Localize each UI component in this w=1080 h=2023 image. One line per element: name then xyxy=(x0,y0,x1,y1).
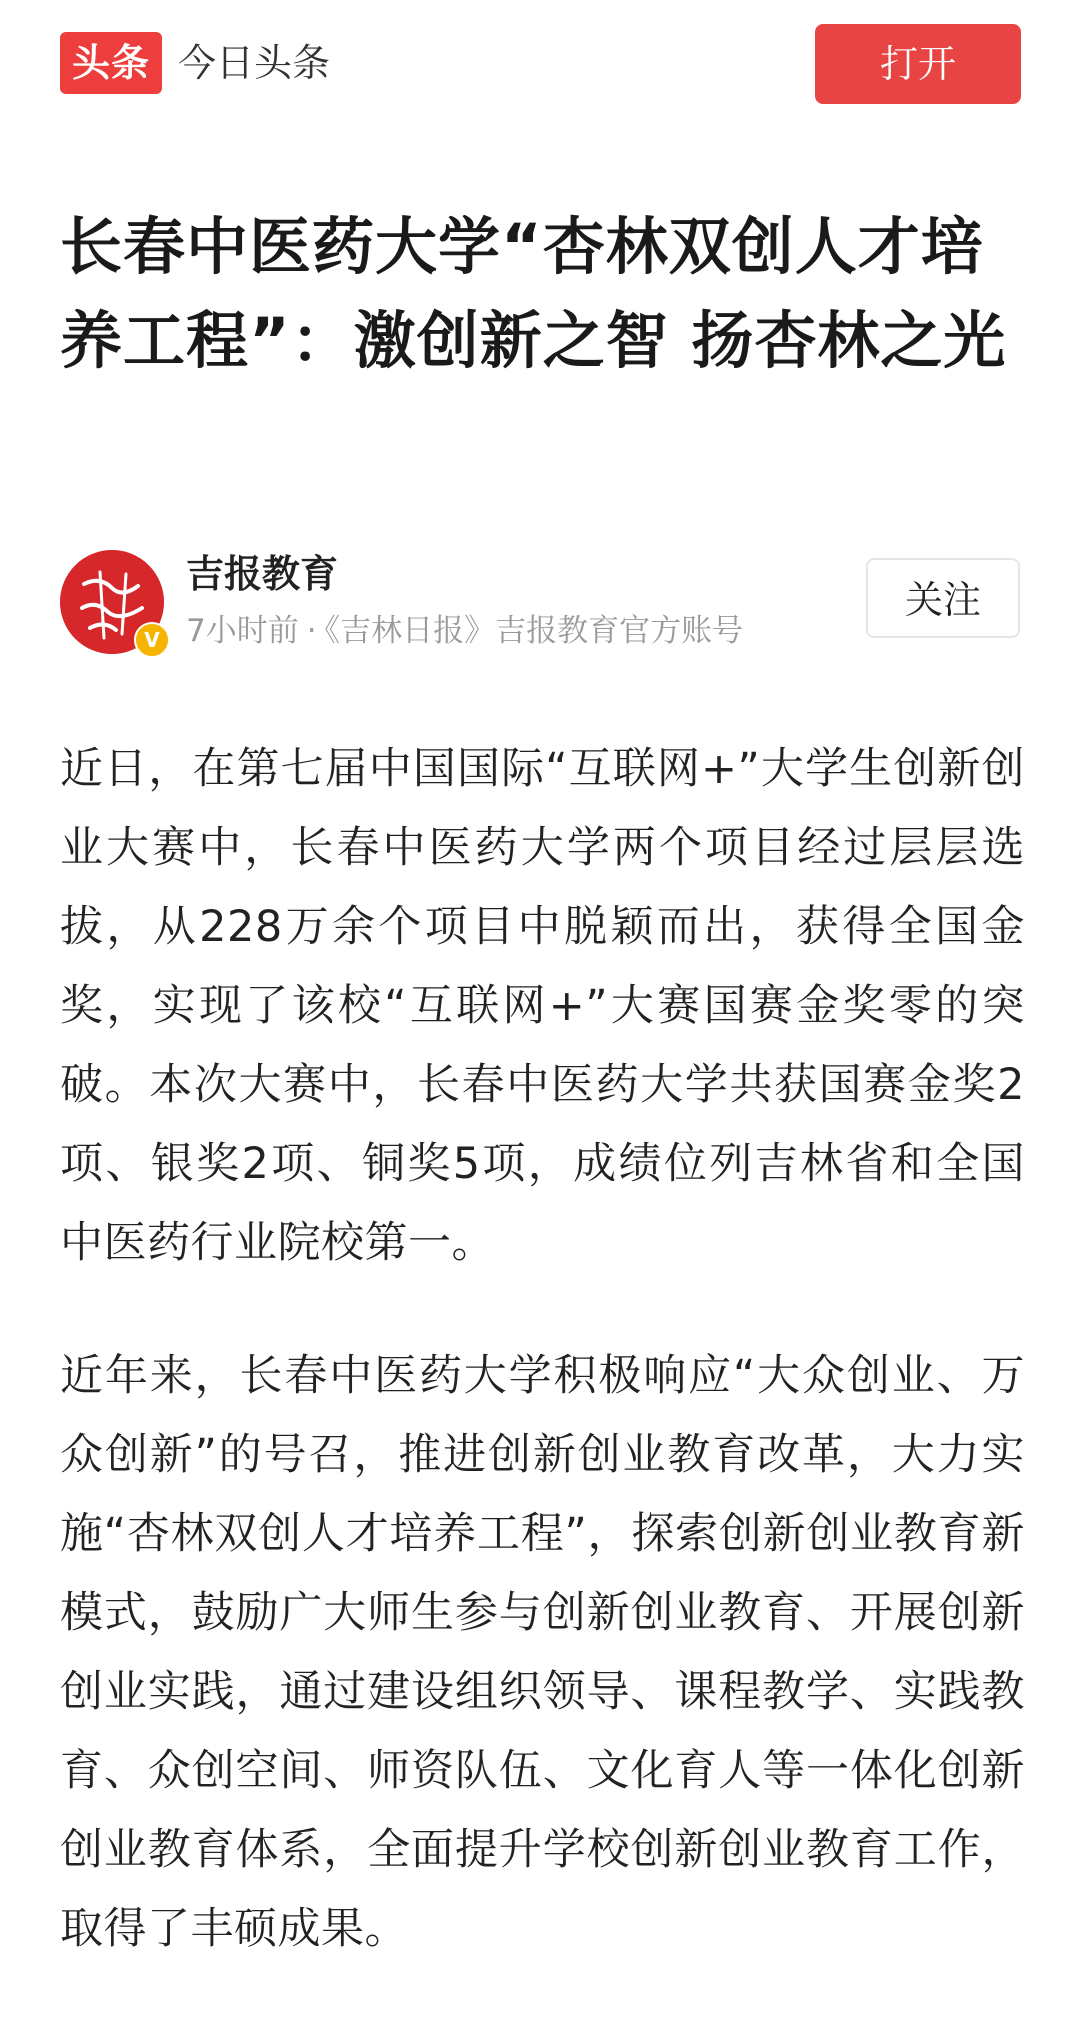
top-bar xyxy=(0,0,1080,120)
meta-separator: · xyxy=(306,613,317,649)
paragraph: 近年来，长春中医药大学积极响应“大众创业、万众创新”的号召，推进创新创业教育改革，大力实施“杏林双创人才培养工程”，探索创新创业教育新模式，鼓励广大师生参与创新创业教育、开展创新创业实践，通过建设组织领导、课程教学、实践教育、众创空间、师资队伍、文化育人等一体化创新创业教育体系，全面提升学校创新创业教育工作，取得了丰硕成果。 xyxy=(60,1351,1025,1954)
author-name[interactable]: 吉报教育 xyxy=(186,552,339,596)
source-account: 《吉林日报》吉报教育官方账号 xyxy=(324,613,744,649)
paragraph: 近日，在第七届中国国际“互联网+”大学生创新创业大赛中，长春中医药大学两个项目经过层层选拔，从228万余个项目中脱颖而出，获得全国金奖，实现了该校“互联网+”大赛国赛金奖零的突破。本次大赛中，长春中医药大学共获国赛金奖2项、银奖2项、铜奖5项，成绩位列吉林省和全国中医药行业院校第一。 xyxy=(60,744,1025,1268)
toutiao-logo[interactable]: 头条 xyxy=(60,32,162,94)
app-name: 今日头条 xyxy=(178,41,331,85)
follow-button[interactable]: 关注 xyxy=(866,558,1020,638)
article-meta xyxy=(186,608,743,654)
article-title: 长春中医药大学“杏林双创人才培养工程”：激创新之智 扬杏林之光 xyxy=(60,210,1007,377)
verified-badge-icon: V xyxy=(134,622,170,658)
open-app-button[interactable]: 打开 xyxy=(815,24,1021,104)
author-bar xyxy=(0,540,1080,670)
publish-time: 7小时前 xyxy=(186,613,299,649)
article-body xyxy=(60,730,1025,2023)
